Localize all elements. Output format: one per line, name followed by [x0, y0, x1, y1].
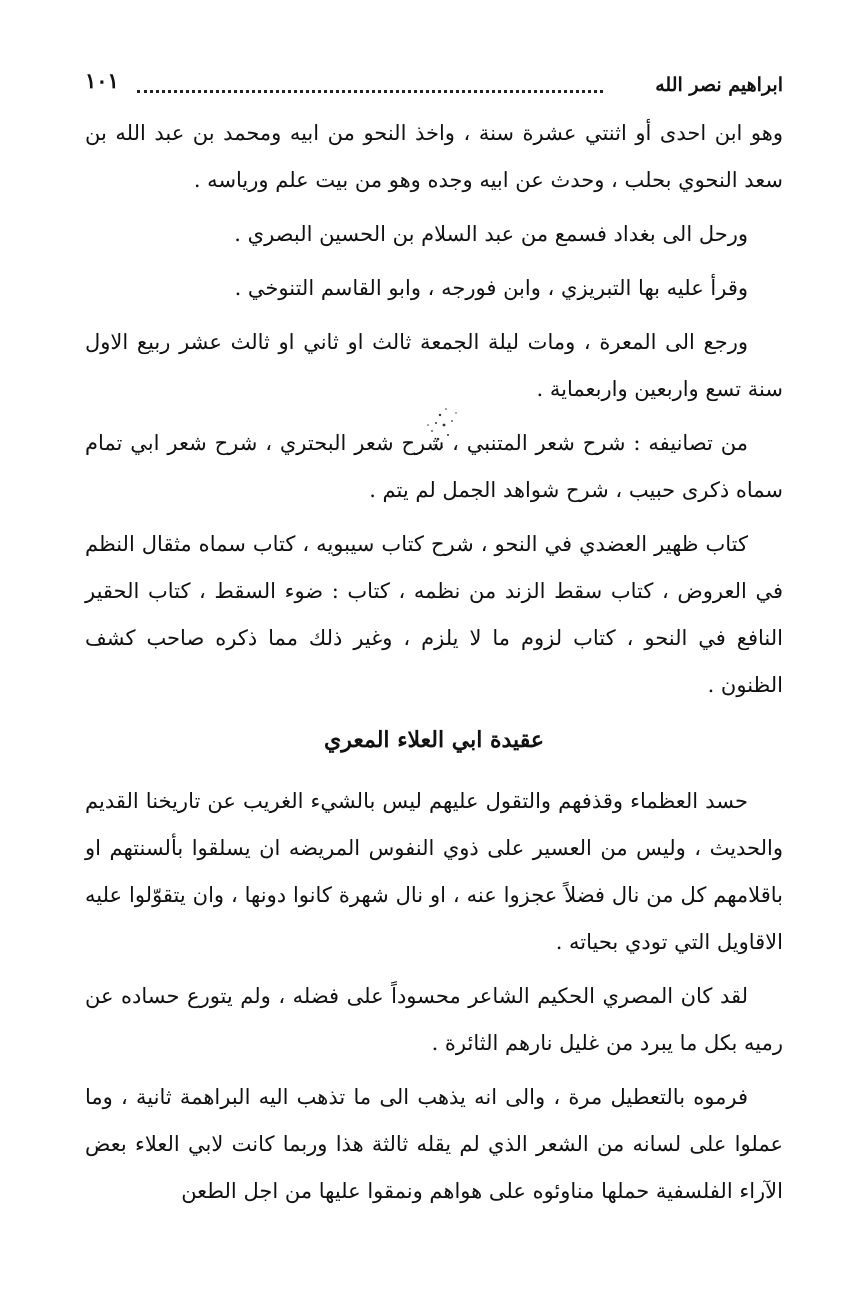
paragraph-2: ورحل الى بغداد فسمع من عبد السلام بن الحسين البصري .	[234, 222, 748, 246]
dotted-leader	[137, 90, 603, 93]
running-title: ابراهيم نصر الله	[655, 74, 783, 96]
paragraph-9: فرموه بالتعطيل مرة ، والى انه يذهب الى ما تذهب اليه البراهمة ثانية ، وما عملوا على لسانه من الشعر الذي لم يقله ثالثة هذا وربما كانت لابي العلاء بعض الآراء الفلسفية حملها مناوئوه على هواهم ونمقوا عليها من اجل الطعن	[85, 1085, 783, 1203]
paragraph-4: ورجع الى المعرة ، ومات ليلة الجمعة ثالث او ثاني او ثالث عشر ربيع الاول سنة تسع واربعين واربعماية .	[85, 330, 783, 401]
paragraph-3: وقرأ عليه بها التبريزي ، وابن فورجه ، وابو القاسم التنوخي .	[234, 276, 748, 300]
section-heading: عقيدة ابي العلاء المعري	[324, 727, 544, 753]
paragraph-6: كتاب ظهير العضدي في النحو ، شرح كتاب سيبويه ، كتاب سماه مثقال النظم في العروض ، كتاب سقط الزند من نظمه ، كتاب : ضوء السقط ، كتاب الحقير النافع في النحو ، كتاب لزوم ما لا يلزم ، وغير ذلك مما ذكره صاحب كشف الظنون .	[85, 532, 783, 697]
paragraph-7: حسد العظماء وقذفهم والتقول عليهم ليس بالشيء الغريب عن تاريخنا القديم والحديث ، وليس من العسير على ذوي النفوس المريضه ان يسلقوا بألسنتهم او باقلامهم كل من نال فضلاً عجزوا عنه ، او نال شهرة كانوا دونها ، وان يتقوّلوا عليه الاقاويل التي تودي بحياته .	[85, 789, 783, 954]
paragraph-1: وهو ابن احدى أو اثنتي عشرة سنة ، واخذ النحو من ابيه ومحمد بن عبد الله بن سعد النحوي بحلب ، وحدث عن ابيه وجده وهو من بيت علم ورياسه .	[85, 121, 783, 192]
body-text	[85, 110, 783, 1222]
page-number: ١٠١	[85, 68, 119, 93]
paragraph-8: لقد كان المصري الحكيم الشاعر محسوداً على فضله ، ولم يتورع حساده عن رميه بكل ما يبرد من غليل نارهم الثائرة .	[85, 984, 783, 1055]
page-header	[85, 64, 783, 100]
paragraph-5: من تصانيفه : شرح شعر المتنبي ، شرح شعر البحتري ، شرح شعر ابي تمام سماه ذكرى حبيب ، شرح شواهد الجمل لم يتم .	[85, 431, 783, 502]
